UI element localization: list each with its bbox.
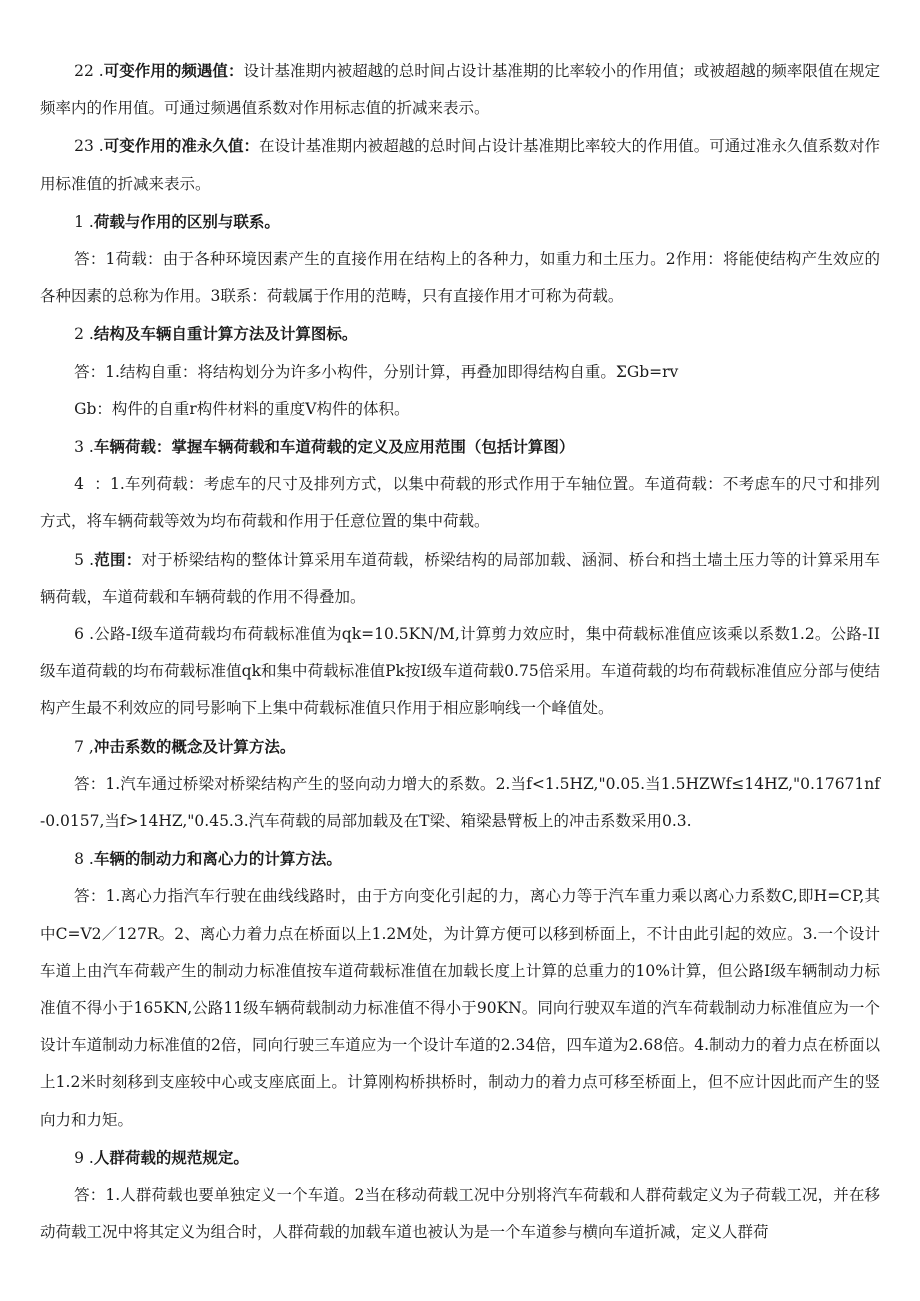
- item-number: 22: [74, 62, 94, 80]
- item-heading: 车辆的制动力和离心力的计算方法。: [93, 849, 342, 869]
- paragraph: [40, 203, 880, 241]
- item-separator: ：: [83, 475, 111, 494]
- item-body: 设计基准期内被超越的总时间占设计基准期的比率较小的作用值；或被超越的频率限值在规定频率内的作用值。可通过频遇值系数对作用标志值的折减来表示。: [40, 62, 880, 118]
- paragraph: [40, 878, 880, 1138]
- item-body: 答：1.离心力指汽车行驶在曲线线路时，由于方向变化引起的力，离心力等于汽车重力乘以离心力系数C,即H=CP,其中C=V2／127R。2、离心力着力点在桥面以上1.2M处，为计算方便可以移到桥面上，不计由此引起的效应。3.一个设计车道上由汽车荷载产生的制动力标准值按车道荷载标准值在加载长度上计算的总重力的10%计算，但公路Ⅰ级车辆制动力标准值不得小于165KN,公路11级车辆荷载制动力标准值不得小于90KN。同向行驶双车道的汽车荷载制动力标准值应为一个设计车道制动力标准值的2倍，同向行驶三车道应为一个设计车道的2.34倍，四车道为2.68倍。4.制动力的着力点在桥面以上1.2米时刻移到支座较中心或支座底面上。计算刚构桥拱桥时，制动力的着力点可移至桥面上，但不应计因此而产生的竖向力和力矩。: [40, 887, 880, 1129]
- item-heading: 荷载与作用的区别与联系。: [93, 211, 280, 231]
- item-body: Gb：构件的自重r构件材料的重度V构件的体积。: [74, 399, 410, 418]
- item-body: 答：1.人群荷载也要单独定义一个车道。2当在移动荷载工况中分别将汽车荷载和人群荷载定义为子荷载工况，并在移动荷载工况中将其定义为组合时，人群荷载的加载车道也被认为是一个车道参与横向车道折减，定义人群荷: [40, 1186, 880, 1242]
- paragraph: [40, 1177, 880, 1251]
- item-separator: .: [83, 212, 94, 231]
- paragraph: [40, 1139, 880, 1177]
- item-body: 答：1.汽车通过桥梁对桥梁结构产生的竖向动力增大的系数。2.当f<1.5HZ,"0.05.当1.5HZWf≤14HZ,"0.17671nf-0.0157,当f>14HZ,"0.45.3.汽车荷载的局部加载及在T梁、箱梁悬臂板上的冲击系数采用0.3.: [40, 774, 880, 831]
- item-number: 9: [74, 1148, 84, 1167]
- item-body: 对于桥梁结构的整体计算采用车道荷载，桥梁结构的局部加载、涵洞、桥台和挡土墙土压力等的计算采用车辆荷载，车道荷载和车辆荷载的作用不得叠加。: [40, 550, 880, 606]
- paragraph-list: [40, 52, 880, 1252]
- paragraph: [40, 766, 880, 840]
- item-heading: 人群荷载的规范规定。: [93, 1147, 249, 1167]
- paragraph: [40, 52, 880, 127]
- item-number: 1: [74, 212, 84, 231]
- item-separator: .: [93, 137, 104, 156]
- item-body: 答：1.结构自重：将结构划分为许多小构件，分别计算，再叠加即得结构自重。ΣGb=rv: [74, 362, 679, 381]
- item-separator: .: [83, 1148, 94, 1167]
- item-body: 1.车列荷载：考虑车的尺寸及排列方式，以集中荷载的形式作用于车轴位置。车道荷载：不考虑车的尺寸和排列方式，将车辆荷载等效为均布荷载和作用于任意位置的集中荷载。: [40, 475, 880, 531]
- paragraph: [40, 315, 880, 353]
- paragraph: [40, 354, 880, 391]
- item-number: 7: [74, 737, 84, 756]
- item-number: 5: [74, 550, 84, 569]
- item-number: 4: [74, 475, 84, 494]
- item-number: 2: [74, 325, 84, 344]
- item-heading: 车辆荷载：掌握车辆荷载和车道荷载的定义及应用范围（包括计算图）: [93, 437, 575, 457]
- paragraph: [40, 616, 880, 728]
- item-body: 答：1荷载：由于各种环境因素产生的直接作用在结构上的各种力，如重力和土压力。2作用：将能使结构产生效应的各种因素的总称为作用。3联系：荷载属于作用的范畴，只有直接作用才可称为荷载。: [40, 250, 880, 306]
- paragraph: [40, 428, 880, 466]
- item-number: 8: [74, 850, 84, 869]
- item-heading: 冲击系数的概念及计算方法。: [93, 736, 296, 756]
- paragraph: [40, 466, 880, 540]
- item-number: 23: [74, 137, 94, 156]
- item-separator: .: [83, 625, 95, 644]
- item-heading: 可变作用的频遇值：: [103, 61, 244, 80]
- paragraph: [40, 241, 880, 315]
- item-separator: .: [83, 550, 95, 569]
- item-separator: .: [83, 438, 94, 457]
- item-heading: 可变作用的准永久值：: [103, 136, 259, 156]
- item-separator: .: [83, 325, 94, 344]
- paragraph: [40, 391, 880, 428]
- item-body: 公路-Ⅰ级车道荷载均布荷载标准值为qk=10.5KN/M,计算剪力效应时，集中荷载标准值应该乘以系数1.2。公路-ⅠⅠ级车道荷载的均布荷载标准值qk和集中荷载标准值Pk按Ⅰ级车道荷载0.75倍采用。车道荷载的均布荷载标准值应分部与使结构产生最不利效应的同号影响下上集中荷载标准值只作用于相应影响线一个峰值处。: [40, 625, 880, 718]
- item-heading: 范围：: [94, 549, 142, 569]
- item-separator: .: [83, 850, 94, 869]
- paragraph: [40, 541, 880, 616]
- item-body: 在设计基准期内被超越的总时间占设计基准期比率较大的作用值。可通过准永久值系数对作用标准值的折减来表示。: [40, 137, 880, 193]
- item-separator: .: [93, 62, 104, 80]
- paragraph: [40, 840, 880, 878]
- item-separator: ,: [83, 737, 94, 756]
- item-heading: 结构及车辆自重计算方法及计算图标。: [93, 324, 358, 344]
- paragraph: [40, 127, 880, 202]
- item-number: 3: [74, 438, 84, 457]
- item-number: 6: [74, 625, 84, 644]
- paragraph: [40, 728, 880, 766]
